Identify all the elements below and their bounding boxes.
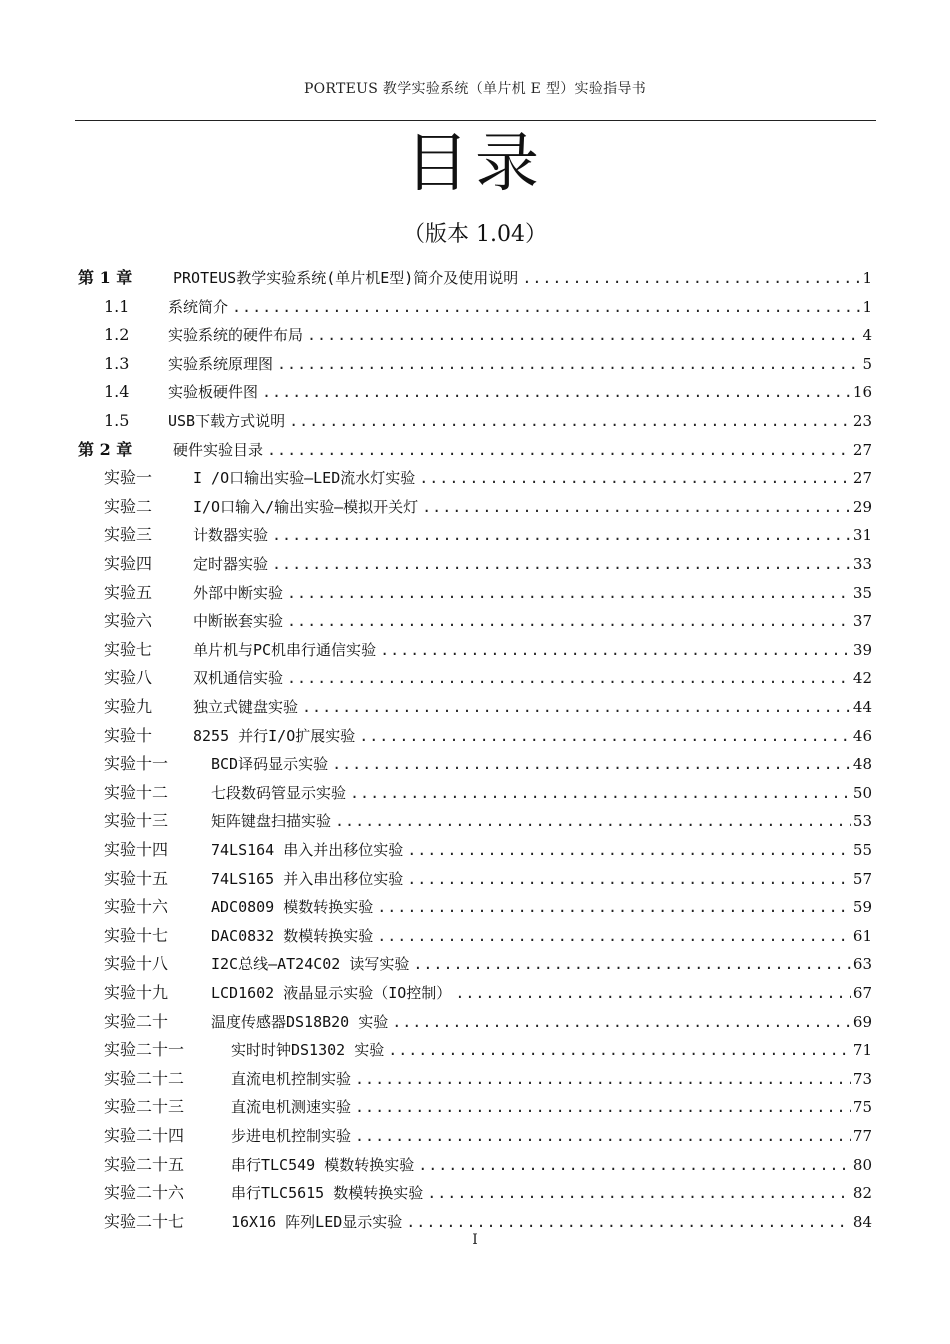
toc-entry-row[interactable]: [0, 350, 950, 378]
toc-entry-title: 独立式键盘实验: [193, 698, 299, 716]
toc-entry-title: 实验板硬件图: [168, 383, 259, 402]
toc-entry-number: 实验二十二: [104, 1068, 185, 1088]
toc-chapter-row[interactable]: [0, 264, 950, 292]
page-title: 目录: [405, 127, 545, 201]
toc-entry-title: ADC0809 模数转换实验: [211, 898, 374, 917]
page-number: I: [472, 1232, 478, 1248]
toc-entry-title: 直流电机测速实验: [231, 1098, 352, 1117]
toc-dot-leader: [277, 350, 860, 378]
toc-page-number: 75: [852, 1098, 872, 1117]
toc-entry-title: 74LS164 串入并出移位实验: [211, 841, 404, 859]
toc-entry-number: 实验四: [104, 554, 153, 573]
toc-dot-leader: [287, 664, 851, 692]
toc-dot-leader: [407, 836, 851, 864]
toc-entry-title: I /O口输出实验—LED流水灯实验: [193, 469, 416, 488]
toc-page-number: 39: [852, 640, 872, 659]
toc-entry-row[interactable]: [0, 750, 950, 778]
toc-page-number: 27: [852, 440, 872, 459]
toc-dot-leader: [332, 750, 851, 778]
toc-page-number: 71: [852, 1041, 872, 1060]
toc-entry-row[interactable]: [0, 664, 950, 692]
toc-entry-row[interactable]: [0, 321, 950, 349]
toc-dot-leader: [302, 693, 851, 721]
toc-page-number: 1: [862, 297, 872, 316]
toc-page-number: 37: [852, 612, 872, 631]
toc-entry-row[interactable]: [0, 922, 950, 950]
toc-page-number: 59: [852, 898, 872, 917]
toc-entry-number: 实验十八: [104, 954, 169, 974]
toc-dot-leader: [289, 407, 851, 435]
toc-entry-row[interactable]: [0, 779, 950, 807]
toc-entry-number: 实验三: [104, 525, 153, 545]
toc-entry-number: 实验十三: [104, 811, 169, 831]
toc-entry-title: 实时时钟DS1302 实验: [231, 1041, 385, 1060]
running-header: PORTEUS 教学实验系统（单片机 E 型）实验指导书: [303, 81, 647, 97]
toc-page-number: 4: [862, 326, 872, 345]
toc-dot-leader: [522, 264, 860, 292]
toc-dot-leader: [407, 865, 851, 893]
toc-page-number: 29: [852, 497, 872, 516]
toc-dot-leader: [359, 722, 851, 750]
toc-dot-leader: [287, 607, 851, 635]
toc-entry-number: 实验十四: [104, 840, 169, 859]
toc-page-number: 80: [852, 1155, 872, 1174]
toc-entry-number: 实验十一: [104, 754, 169, 774]
toc-entry-number: 实验二十七: [104, 1211, 185, 1231]
toc-page-number: 46: [852, 726, 872, 745]
toc-entry-title: 串行TLC549 模数转换实验: [231, 1155, 415, 1174]
toc-page-number: 82: [852, 1184, 872, 1203]
toc-dot-leader: [380, 636, 851, 664]
toc-entry-row[interactable]: [0, 607, 950, 635]
toc-entry-title: 16X16 阵列LED显示实验: [231, 1212, 403, 1231]
toc-entry-title: I/O口输入/输出实验—模拟开关灯: [193, 497, 419, 516]
version-label: （版本 1.04）: [403, 222, 547, 247]
toc-entry-title: 定时器实验: [193, 555, 269, 573]
toc-entry-number: 实验七: [104, 639, 153, 659]
toc-entry-row[interactable]: [0, 378, 950, 406]
toc-entry-number: 实验二: [104, 496, 153, 516]
toc-dot-leader: [388, 1036, 851, 1064]
toc-page-number: 53: [852, 812, 872, 831]
toc-entry-number: 1.2: [104, 325, 130, 345]
toc-page-number: 1: [862, 269, 872, 287]
toc-entry-number: 1.1: [104, 296, 130, 316]
toc-entry-row[interactable]: [0, 550, 950, 578]
toc-entry-row[interactable]: [0, 1179, 950, 1207]
toc-page-number: 61: [852, 926, 872, 945]
toc-page-number: 31: [852, 526, 872, 545]
toc-entry-title: PROTEUS教学实验系统(单片机E型)简介及使用说明: [173, 269, 519, 287]
toc-page-number: 23: [852, 412, 872, 430]
toc-entry-title: 系统简介: [168, 297, 229, 316]
toc-entry-title: 串行TLC5615 数模转换实验: [231, 1184, 424, 1203]
toc-dot-leader: [355, 1122, 851, 1150]
header-divider: [75, 120, 876, 121]
toc-entry-row[interactable]: [0, 1036, 950, 1064]
toc-entry-row[interactable]: [0, 407, 950, 435]
toc-entry-number: 实验十: [104, 725, 153, 745]
toc-dot-leader: [377, 922, 851, 950]
toc-entry-row[interactable]: [0, 636, 950, 664]
toc-dot-leader: [272, 550, 851, 578]
toc-entry-title: I2C总线—AT24C02 读写实验: [211, 955, 410, 974]
toc-entry-row[interactable]: [0, 979, 950, 1007]
toc-dot-leader: [392, 1008, 851, 1036]
toc-chapter-row[interactable]: [0, 436, 950, 464]
toc-page-number: 50: [852, 783, 872, 802]
toc-entry-number: 实验六: [104, 611, 153, 631]
toc-entry-title: 74LS165 并入串出移位实验: [211, 869, 404, 888]
toc-dot-leader: [267, 436, 851, 464]
toc-entry-title: 外部中断实验: [193, 583, 284, 602]
toc-entry-row[interactable]: [0, 521, 950, 549]
toc-entry-number: 实验十九: [104, 983, 169, 1002]
toc-entry-row[interactable]: [0, 722, 950, 750]
toc-page-number: 27: [852, 469, 872, 488]
toc-page-number: 55: [852, 841, 872, 859]
toc-page-number: 57: [852, 869, 872, 888]
toc-entry-number: 第 2 章: [78, 439, 133, 459]
toc-entry-title: DAC0832 数模转换实验: [211, 926, 374, 945]
toc-entry-row[interactable]: [0, 893, 950, 921]
toc-entry-number: 实验二十六: [104, 1183, 185, 1203]
toc-entry-number: 实验二十四: [104, 1126, 185, 1145]
toc-entry-title: 双机通信实验: [193, 669, 284, 688]
toc-entry-number: 实验五: [104, 582, 153, 602]
toc-entry-title: 计数器实验: [193, 526, 269, 545]
toc-page-number: 16: [852, 383, 872, 402]
toc-entry-title: 单片机与PC机串行通信实验: [193, 640, 377, 659]
toc-dot-leader: [422, 493, 851, 521]
toc-entry-number: 实验二十: [104, 1011, 169, 1031]
toc-entry-title: 步进电机控制实验: [231, 1127, 352, 1145]
toc-page-number: 84: [852, 1212, 872, 1231]
toc-dot-leader: [232, 293, 860, 321]
toc-entry-number: 1.3: [104, 353, 130, 373]
toc-entry-title: 矩阵键盘扫描实验: [211, 812, 332, 831]
toc-entry-title: 8255 并行I/O扩展实验: [193, 726, 356, 745]
toc-page-number: 42: [852, 669, 872, 688]
toc-entry-row[interactable]: [0, 807, 950, 835]
toc-entry-title: 硬件实验目录: [173, 440, 264, 459]
toc-entry-row[interactable]: [0, 1065, 950, 1093]
toc-dot-leader: [335, 807, 851, 835]
toc-dot-leader: [350, 779, 851, 807]
toc-entry-number: 实验十七: [104, 925, 169, 945]
toc-entry-number: 1.5: [104, 411, 130, 430]
toc-entry-row[interactable]: [0, 836, 950, 864]
toc-entry-number: 实验十六: [104, 897, 169, 917]
toc-entry-title: 中断嵌套实验: [193, 612, 284, 631]
toc-page-number: 73: [852, 1069, 872, 1088]
toc-entry-row[interactable]: [0, 464, 950, 492]
toc-entry-number: 实验十二: [104, 782, 169, 802]
toc-dot-leader: [262, 378, 851, 406]
toc-entry-title: BCD译码显示实验: [211, 755, 329, 774]
toc-entry-number: 实验八: [104, 668, 153, 688]
toc-entry-title: 实验系统原理图: [168, 354, 274, 373]
toc-entry-row[interactable]: [0, 293, 950, 321]
toc-entry-number: 实验一: [104, 468, 153, 488]
toc-entry-number: 实验二十三: [104, 1097, 185, 1117]
toc-page-number: 48: [852, 755, 872, 774]
toc-entry-row[interactable]: [0, 493, 950, 521]
toc-entry-number: 1.4: [104, 382, 130, 402]
toc-page-number: 5: [862, 354, 872, 373]
toc-entry-title: LCD1602 液晶显示实验（IO控制）: [211, 984, 452, 1002]
toc-entry-row[interactable]: [0, 1151, 950, 1179]
toc-entry-row[interactable]: [0, 693, 950, 721]
toc-dot-leader: [413, 950, 851, 978]
toc-entry-number: 实验二十五: [104, 1154, 185, 1174]
toc-entry-row[interactable]: [0, 865, 950, 893]
toc-entry-number: 实验九: [104, 697, 153, 716]
toc-page-number: 67: [852, 984, 872, 1002]
toc-page-number: 35: [852, 583, 872, 602]
toc-entry-number: 实验二十一: [104, 1040, 185, 1060]
toc-entry-row[interactable]: [0, 579, 950, 607]
toc-dot-leader: [418, 1151, 851, 1179]
toc-entry-number: 第 1 章: [78, 268, 133, 287]
toc-entry-title: 温度传感器DS18B20 实验: [211, 1012, 389, 1031]
toc-entry-row[interactable]: [0, 1122, 950, 1150]
toc-page-number: 77: [852, 1127, 872, 1145]
toc-dot-leader: [307, 321, 860, 349]
toc-page-number: 69: [852, 1012, 872, 1031]
toc-page-number: 63: [852, 955, 872, 974]
toc-dot-leader: [427, 1179, 851, 1207]
toc-dot-leader: [455, 979, 851, 1007]
toc-entry-number: 实验十五: [104, 868, 169, 888]
toc-page-number: 33: [852, 555, 872, 573]
toc-entry-title: USB下载方式说明: [168, 412, 286, 430]
toc-dot-leader: [419, 464, 851, 492]
toc-dot-leader: [355, 1093, 851, 1121]
toc-entry-title: 七段数码管显示实验: [211, 783, 347, 802]
toc-entry-row[interactable]: [0, 1093, 950, 1121]
toc-dot-leader: [377, 893, 851, 921]
toc-page-number: 44: [852, 698, 872, 716]
toc-entry-title: 直流电机控制实验: [231, 1069, 352, 1088]
toc-entry-row[interactable]: [0, 1008, 950, 1036]
toc-entry-title: 实验系统的硬件布局: [168, 326, 304, 345]
toc-dot-leader: [355, 1065, 851, 1093]
toc-dot-leader: [272, 521, 851, 549]
toc-dot-leader: [287, 579, 851, 607]
toc-entry-row[interactable]: [0, 950, 950, 978]
